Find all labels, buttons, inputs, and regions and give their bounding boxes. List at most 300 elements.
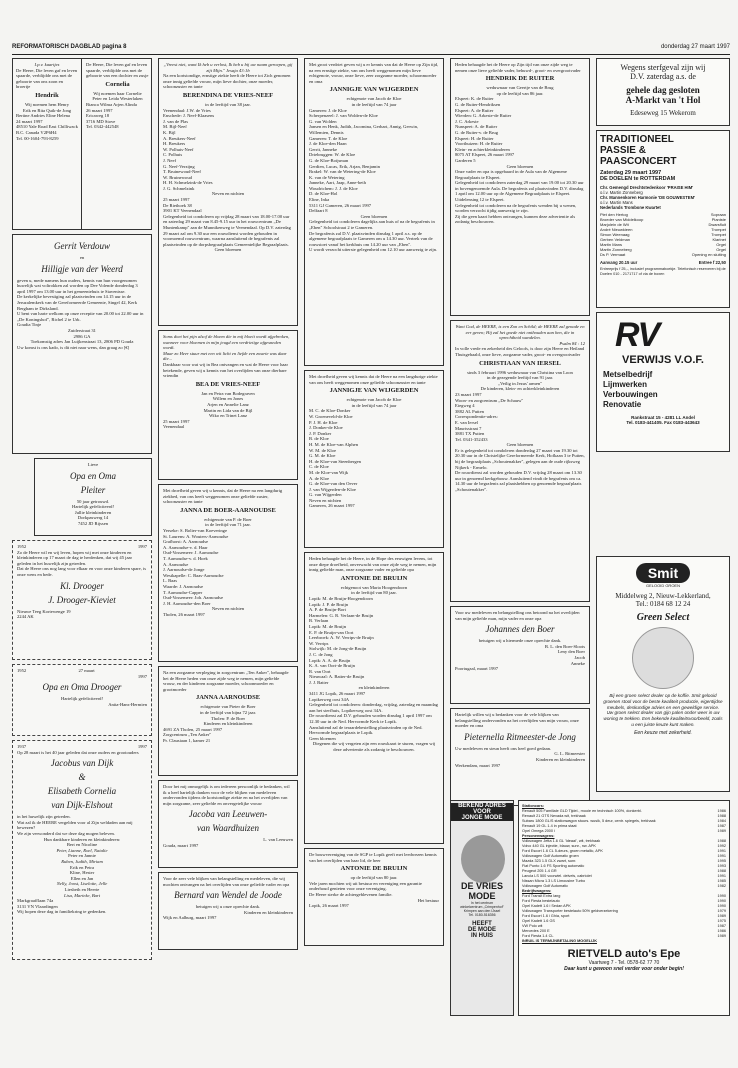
- smit-text: Bij een groen select dealer op de koffie. Smit gelooid groenen stool voor de beste kwaliteit productie, eigentijdse meubels, deskundige advies en een geweldige service. Uw groen select dealer van gijn palen onder weer in uw woning te trekken. Een bekende kwaliteitsvoorbeeld, zoals u een juiste keuze kunt maken.: [603, 693, 723, 727]
- text-line: ANTONIE DE BRUIJN: [340, 865, 408, 873]
- service-item: Metselbedrijf: [603, 370, 653, 379]
- text-line: Bianca Wilma Arjen Alinda: [86, 101, 137, 107]
- car-desc: Opel Kadett 1.6 GS: [522, 919, 555, 923]
- concert-line: TRADITIONEEL: [600, 134, 674, 145]
- company-phone: Tel. 0183-441405. Fax 0183-443643: [626, 420, 700, 425]
- birth-announcements: [12, 58, 152, 230]
- text-line: in de leeftijd van 74 jaar: [351, 101, 397, 107]
- performer-cell: Orgel: [716, 242, 726, 247]
- car-desc: Personenwagens:: [522, 834, 555, 838]
- car-year: 1991: [717, 849, 726, 853]
- car-desc: Nissan Micra 1.3 LS Limousine Turbo: [522, 879, 586, 883]
- text-line: Voorthuizen: H. de Ruiter: [455, 141, 503, 147]
- text-line: Vele jaren mochten wij uit bestuur en vereniging een garantie onderhoud genieten voor onze vereniging.: [309, 880, 422, 892]
- text-line: Kinderen en kleinkinderen: [203, 721, 253, 727]
- text-line: Peter, Lianne, Roel, Natalie: [56, 847, 108, 853]
- car-desc: Peugeot 205 1.4 GR: [522, 869, 557, 873]
- text-line: echtgenote van Jacob de Kloe: [346, 96, 402, 102]
- text-line: A. Breukers-Neef: [163, 135, 196, 141]
- text-line: J. J. Batter: [309, 679, 329, 685]
- text-line: M. C. de Kloe-Donker: [309, 408, 351, 414]
- text-line: Harmelen: G. R. Verlaan-de Bruijn: [309, 612, 374, 618]
- performer-cell: Martin Mans: [600, 242, 623, 247]
- text-line: 3131 VN Vlaardingen: [17, 903, 58, 909]
- text-line: Voor de zeer vele blijken van belangstelling en medeleven, die wij mochten ontvangen na het overlijden van onze geliefde vader en opa: [163, 876, 290, 887]
- death-antonie-2: [304, 848, 444, 946]
- text-line: De begrafenis zal D.V. plaatsvinden dinsdag 1 april a.s. op de algemene begraafplaats te Gameren om u 14.30 uur. Vertrek van de rouwstoet vanaf het kerkhuis om 14.20 uur van „Eben".: [309, 230, 433, 247]
- text-line: Gerrit Verdouw: [54, 241, 110, 251]
- car-desc: Ford Fiesta 1.4 CL: [522, 934, 554, 938]
- text-line: Wij noemen hem Henry: [24, 101, 70, 107]
- text-line: Wij noemen haar Cornelie: [93, 90, 142, 96]
- text-line: geven u, mede namens hun ouders, kennis van hun voorgenomen huwelijk wat voltrokken zal worden op Dee Volende donderdag 3 april 1997 om 13.00 uur in het gemeentehuis te Stavenisse.: [17, 277, 138, 294]
- text-line: De Heere, Die leven gaf en leven spaarde, verblijdde ons met de geboorte van een dochter en zusje: [86, 62, 149, 79]
- text-line: Dat de Heere ons nog lang voor elkaar en voor onze kinderen spare, is onze wens en bede.: [17, 566, 147, 577]
- performer-cell: Simon Weenaag: [600, 232, 630, 237]
- text-line: Gameren, 26 maart 1997: [309, 503, 355, 509]
- text-line: Kline, Hester: [69, 870, 95, 876]
- text-line: Er is gelegenheid tot condoleren donderdag 27 maart van 19.30 tot 20.30 uur in de Christelijke Gereformeerde Kerk, Hofkaan 3 te Putten, bij de begraafplaats „Schoutenakker", gelegen aan de oude rijksweg Nijkerk - Ermelo.: [455, 447, 585, 470]
- car-desc: Volkswagen Transporter bestelauto 50% geldverzekering: [522, 909, 618, 913]
- text-line: A. Aarnoudse-v. d. Haar: [163, 544, 208, 550]
- car-desc: Opel Omega 2000 i: [522, 829, 555, 833]
- text-line: Op 28 maart is het 40 jaar geleden dat onze ouders en grootouders: [17, 749, 139, 755]
- wedding-verdouw: [12, 234, 152, 454]
- car-desc: Volkswagen Jetta 1.6 GL 'Ideaal', wit, trekhaak: [522, 839, 601, 843]
- text-line: Jacob: [574, 654, 585, 660]
- car-desc: Ford Fiesta bestelauto: [522, 899, 560, 903]
- text-line: J. Drooger-Kieviet: [48, 594, 116, 605]
- green-select-logo: Green Select: [636, 612, 690, 623]
- text-line: G. L. Ritmeester: [554, 751, 585, 757]
- text-line: 27 maart: [78, 668, 95, 673]
- text-line: Pieternella Ritmeester-de Jong: [464, 731, 576, 742]
- text-line: 1952: [17, 668, 27, 673]
- text-line: in de leeftijd van 74 jaar: [351, 402, 397, 408]
- text-line: De kinderen, klein- en achterkleinkinderen: [480, 386, 560, 392]
- text-line: CHRISTIAAN VAN IERSEL: [479, 359, 561, 367]
- text-line: 1997: [137, 673, 147, 679]
- text-line: gehele dag gesloten: [626, 85, 700, 95]
- text-line: in de leeftijd van 38 jaar.: [205, 101, 251, 107]
- fashion-line: Tel. 0180-516356: [468, 913, 496, 917]
- text-line: Met droefheid geven wij kennis dat de Heere na een langdurige ziekte van ons heeft weggenomen onze geliefde schoonzuster en tante: [309, 374, 438, 385]
- company-address: Rankstraat 15 - 4281 LL Andel: [631, 415, 695, 420]
- text-line: H. M. de Kloe-van Alphen: [309, 441, 358, 447]
- car-year: 1987: [717, 824, 726, 828]
- car-year: 1990: [717, 904, 726, 908]
- text-line: G. Neef-Verzijng: [163, 163, 195, 169]
- text-line: D. de Kloe-Hol: [309, 191, 338, 197]
- text-line: Markgraafflaan 74a: [17, 898, 54, 904]
- text-line: Lopik, 26 maart 1997: [309, 903, 349, 909]
- text-line: De kerkelijke bevestiging zal plaatsvinden om 14.15 uur in de Jeruzalemkerk van de Gereformeerde Gemeente, Singel 42, Kerk Bergham te Dirksland.: [17, 294, 138, 311]
- text-line: U bent van harte welkom op onze receptie van 20.00 tot 22.00 uur in „De Koningshof", Richel 2 te Urk.: [17, 311, 144, 322]
- text-line: D.V. zaterdag a.s. de: [630, 72, 696, 81]
- text-line: G. van Wijgerden: [309, 492, 342, 498]
- birth-cornelia: [83, 59, 152, 229]
- death-janna-1: [158, 484, 298, 662]
- fashion-line: VOOR: [451, 809, 513, 815]
- thanks-ritmeester: [450, 708, 590, 806]
- text-line: Leny den Boer: [557, 649, 585, 655]
- text-line: JANNIGJE VAN WIJGERDEN: [329, 387, 419, 395]
- text-line: 7452 JD Rijssen: [77, 520, 109, 526]
- text-line: De Riethoek 38: [163, 202, 192, 208]
- text-line: Jacoba van Leeuwen-: [188, 809, 268, 820]
- car-desc: Fiat Punto 1.6 FS Sporting automatic: [522, 864, 585, 868]
- car-desc: Ford Escort 1.6 i Ghia, sport: [522, 914, 570, 918]
- text-line: Geen bloemen: [309, 735, 336, 741]
- paper-date: donderdag 27 maart 1997: [660, 44, 730, 50]
- text-line: Zuiderstraat 31: [68, 327, 96, 333]
- car-desc: Volkswagen Golf Automatic: [522, 884, 569, 888]
- car-year: 1992: [717, 844, 726, 848]
- text-line: van Waardhuizen: [196, 823, 260, 834]
- text-line: Hilligje van der Weerd: [41, 263, 123, 274]
- dealer-name: RIETVELD auto's Epe: [567, 948, 681, 960]
- text-line: in de leeftijd van bijna 72 jaar.: [200, 709, 256, 715]
- text-line: J. C. Arkeste: [455, 118, 479, 124]
- car-desc: Volvo 440 GL injectie, blauw, sunr., nw. APK: [522, 844, 596, 848]
- concert-line: Zaterdag 29 maart 1997: [600, 170, 662, 176]
- column-4: [450, 58, 590, 810]
- text-line: Westkapelle: C. Baas-Aarnoudse: [163, 572, 224, 578]
- page-header: [12, 44, 730, 55]
- concert-line: PASSIE &: [600, 145, 646, 156]
- text-line: 3901 KT Veenendaal: [163, 208, 202, 214]
- text-line: 3882 AL Putten: [455, 408, 484, 414]
- text-line: Pr. Clausiaan 1, kamer 21: [163, 737, 211, 743]
- text-line: Ellen en Jan: [70, 875, 94, 881]
- fashion-line: Krimpen aan den IJssel: [463, 909, 501, 913]
- performer-cell: Marjolein de Wit: [600, 222, 629, 227]
- text-line: J. van Wijgerden-de Kloe: [309, 486, 356, 492]
- text-line: U wordt verzocht uiterste gelegenheid om 12.10 uur aanwezig te zijn.: [309, 247, 438, 253]
- text-line: J. Donker-de Kloe: [309, 425, 343, 431]
- text-line: C. de Kloe: [309, 464, 329, 470]
- text-line: De bouwvereniging van de SGP te Lopik geeft met leedwezen kennis van het overlijden van haar lid, de heer: [309, 852, 437, 863]
- fashion-line: winkelcentrum „Crimpenhof": [460, 905, 504, 909]
- text-line: Elspeet: A. de Ruiter: [455, 107, 494, 113]
- text-line: Brakel: W. van de Wetering-de Kloe: [309, 169, 376, 175]
- text-line: J. Neef: [163, 157, 177, 163]
- text-line: J. G. Schmelzink: [163, 185, 195, 191]
- text-line: T. Aarnoudse-v. d. Hoek: [163, 555, 208, 561]
- text-line: Neven en nichten: [211, 191, 245, 197]
- performer-cell: Pianiste: [711, 217, 726, 222]
- text-line: Veenendaal: J.W. de Vries: [163, 107, 211, 113]
- text-line: &: [78, 772, 86, 783]
- smit-slogan: Een keuze met zekerheid.: [634, 729, 692, 736]
- fashion-line: In het centrum: [470, 901, 494, 905]
- paper-name: REFORMATORISCH DAGBLAD pagina 8: [12, 44, 127, 50]
- text-line: Geen bloemen: [214, 247, 242, 253]
- text-line: Gerrit, Janneke: [309, 146, 338, 152]
- service-item: Renovatie: [603, 400, 642, 409]
- text-line: Lopik: M. de Bruijn-Hoogendoorn: [309, 595, 373, 601]
- concert-line: Nederlands Trombone Kwartet: [600, 205, 661, 210]
- performer-cell: Dwarsfluit: [708, 222, 726, 227]
- text-line: De Heere, Die leven gaf en leven spaarde, verblijdde ons met de geboorte van ons zoon en broertje: [16, 67, 78, 90]
- product-photo: [632, 627, 694, 689]
- text-line: echtgenoot van Maria Hoogendoorn: [340, 584, 408, 590]
- text-line: Toekomstig adres Jan Luijkenstraat 13, 2806 PD Gouda: [30, 339, 134, 345]
- text-line: Jullie kleinkinderen: [74, 509, 112, 515]
- text-line: I.p.v. kaartjes: [34, 62, 60, 67]
- text-line: De Heere sterke de achtergeblevenen familie.: [309, 891, 393, 897]
- birth-henry: [13, 59, 82, 229]
- text-line: Bert en Nicoline: [66, 842, 98, 848]
- text-line: 1952: [17, 544, 27, 549]
- smit-ad: [596, 556, 730, 792]
- text-line: G. de Ruiter-v. de Brug: [455, 129, 498, 135]
- auto-ad: [518, 800, 730, 1016]
- thanks-van-leeuwen: [158, 780, 298, 868]
- text-line: Eiegweg 4: [455, 403, 475, 409]
- text-line: Heden behaagde het de Heere, in de Hope des eeuwigen levens, tot onze diepe droefheid, onverwacht van onze zijde weg te nemen, mijn innig geliefde man, onze zorgzame vader en geliefde opa: [309, 556, 437, 573]
- text-line: W. Verrips: [309, 640, 329, 646]
- text-line: Geen bloemen: [506, 163, 534, 169]
- text-line: in de leeftijd van 80 jaar.: [351, 590, 397, 596]
- text-line: BERENDINA DE VRIES-NEEF: [182, 91, 274, 99]
- text-line: Gelegenheid tot condoleren: donderdag, vrijdag, zaterdag en maandag aan het sterfhuis, Lopikerweg oost 34A.: [309, 702, 438, 713]
- concert-line: o.l.v. Martin Zonneberg: [600, 190, 643, 195]
- text-line: Jan en Petra van Bodegraven: [201, 390, 255, 396]
- car-desc: VW Polo wit: [522, 924, 543, 928]
- text-line: Geen bloemen: [360, 213, 388, 219]
- text-line: Wij hopen deze dag in familiekring te gedenken.: [17, 909, 107, 915]
- text-line: 26 maart 1997: [86, 107, 113, 113]
- text-line: Gelegenheid tot condoleren na de begrafenis wenden bij u wenen, worden verzocht tijdig aanwezig te zijn.: [455, 202, 577, 214]
- concert-info: Aanvang 20.15 uur: [600, 260, 638, 265]
- performer-cell: Klarinet: [712, 237, 726, 242]
- text-line: Lopik: J. P. de Bruijn: [309, 601, 349, 607]
- text-line: B. L. den Boer-Sloots: [544, 643, 585, 649]
- text-line: 24 maart 1997: [16, 118, 43, 124]
- car-desc: Ford Escort 1.6 CL 5-deurs, groen metallic, APK: [522, 849, 603, 853]
- death-christiaan: [450, 320, 590, 602]
- text-line: 3716 MD Stove: [86, 118, 116, 124]
- text-line: T. Bruinewoud-Neef: [163, 169, 201, 175]
- text-line: 2244 AK: [17, 614, 34, 620]
- text-line: A. P. de Bruijn-Bort: [309, 607, 346, 613]
- text-line: Oud-Vossemeer: J. Aarnoudse: [163, 550, 219, 556]
- text-line: Ruben, Judith, Miriam: [61, 858, 103, 864]
- text-line: sinds 3 februari 1996 weduwnaar van Christina van Loon: [467, 369, 573, 375]
- car-year: 1975: [717, 919, 726, 923]
- text-line: Gouda, maart 1997: [163, 842, 199, 848]
- text-line: Kinderen en kleinkinderen: [536, 756, 585, 762]
- text-line: Leerbroek: A. W. Verrips-de Bruijn: [309, 635, 374, 641]
- text-line: Goudia Tinje: [17, 322, 42, 328]
- text-line: Woon- en zorgcentrum „De Schauw": [455, 397, 524, 403]
- fashion-line: JONGE MODE: [451, 815, 513, 821]
- text-line: Erik en Petra: [70, 864, 94, 870]
- text-line: Na een kortstondige, ernstige ziekte heeft de Heere tot Zich genomen onze innig geliefde vrouw, mijn lieve dochter, onze moeder, schoonzuster en tante: [163, 73, 291, 90]
- concert-line: o.l.v. Martin Mans: [600, 200, 633, 205]
- car-year: 1989: [717, 914, 726, 918]
- fashion-ad: [450, 800, 514, 1016]
- car-desc: Opel Kadett 1.6 i Sedan APK: [522, 904, 571, 908]
- performer-cell: Orgel: [716, 247, 726, 252]
- text-line: JANNA AARNOUDSE: [195, 694, 261, 702]
- concert-line: Chr. Mannenkoren Harmonie 'DE GOUWESTEM': [600, 195, 696, 200]
- text-line: Onze vader en opa is opgebaard in de Aula van de Algemene Begraafplaats te Elspeet.: [455, 169, 567, 180]
- performer-cell: Trompet: [711, 232, 726, 237]
- text-line: Pleiter: [80, 484, 106, 495]
- text-line: H. Breukers: [163, 141, 186, 147]
- text-line: C. Polhuis: [163, 152, 183, 158]
- text-line: Na een zorgzame verpleging in zorgcentrum „Ten Anker", behaagde het de Heere heden van onze zijde weg te nemen, mijn geliefde vrouw, en der kinderen zorgzame moeder, schoonmoeder en grootmoeder: [163, 670, 289, 692]
- text-line: Diegenen die wij vergeten zijn een rouwkaart te sturen, vragen wij deze advertentie als zodanig te beschouwen.: [312, 741, 436, 752]
- text-line: Janneke, Aart, Jaap, Anne-beth: [309, 180, 366, 186]
- text-line: Aansluitend zal de teraardebestelling plaatsvinden op de Ned. Hervormde begraafplaats te Lopik.: [309, 724, 423, 736]
- text-line: Martin en Lida van de Bijl: [203, 407, 253, 413]
- text-line: Jansen en Henk, Judith, Jacomina, Gerhart, Annig, Gerwin, Willemien, Dennis: [309, 124, 419, 135]
- car-year: 1990: [717, 894, 726, 898]
- text-line: Zorgcentrum „Ten Anker": [163, 732, 212, 738]
- death-antonie-1: [304, 552, 444, 844]
- text-line: Jacobus van Dijk: [50, 758, 114, 769]
- text-line: Veenendaal: [163, 424, 185, 430]
- text-line: Lisa, Marieke, Bart: [64, 892, 100, 898]
- performer-cell: Sopraan: [710, 212, 726, 217]
- car-desc: Volkswagen Golf Automatic groen: [522, 854, 579, 858]
- text-line: Correspondentie-adres:: [455, 414, 498, 420]
- text-line: Want God, de HEERE, is een Zon en Schild; de HEERE zal genade en eer geven; Hij zal het goede niet onthouden aan hen, die in oprechtheid wandelen.: [455, 324, 585, 341]
- text-line: Gerdien, Lucas, Erik, Arjan, Benjamin: [309, 163, 380, 169]
- text-line: M. Bijl-Neef: [163, 124, 187, 130]
- text-line: Oud-Vossemeer: Joh. Aarnoudse: [163, 595, 224, 601]
- text-line: A. Aarnoudse: [163, 561, 189, 567]
- text-line: betuigen wij u onze oprechte dank.: [195, 904, 261, 910]
- performer-cell: Opening en sluiting: [691, 252, 726, 257]
- concert-times: [600, 260, 726, 265]
- congrats-drooger: [12, 664, 152, 736]
- text-line: E. van Iersel: [455, 419, 479, 425]
- text-line: Nieuwe Teeg Kortewenge 19: [17, 608, 71, 614]
- text-line: Anneke: [570, 660, 585, 666]
- smit-tagline: GELOOID GROEN: [645, 583, 680, 588]
- text-line: Met groot verdriet geven wij u er kennis van dat de Heere op Zijn tijd, na een ernstige ziekte, van ons heeft weggenomen mijn lieve echtgenote, vrouw, onze lieve, zeer zorgzame moeder, schoonmoeder en oma: [309, 62, 439, 84]
- text-line: Geen bloemen: [506, 442, 534, 448]
- car-desc: Mazda 323 1.5 GLX zwart, sunr.: [522, 859, 577, 863]
- text-line: 25 maart 1997: [163, 197, 190, 203]
- text-line: Cornelia: [105, 80, 130, 88]
- concert-info: Entree f 22,50: [698, 260, 726, 265]
- model-photo: [461, 835, 505, 883]
- text-line: Maurtsstraat 7: [455, 425, 482, 431]
- text-line: W. Bruinewoud: [163, 174, 192, 180]
- text-line: Het bestuur: [417, 897, 439, 903]
- text-line: betuigen wij u hiermede onze oprechte dank.: [478, 638, 562, 644]
- text-line: Kinderen en kleinkinderen: [244, 909, 293, 915]
- anniversary-van-dijk: [12, 740, 152, 960]
- text-line: G. M. de Kloe: [309, 453, 336, 459]
- text-line: T. Aarnoudse-Capper: [163, 589, 203, 595]
- text-line: Nieuwaal: A. Batter-de Bruijn: [309, 674, 365, 680]
- text-line: A. de Kloe: [309, 475, 330, 481]
- car-year: 1988: [717, 869, 726, 873]
- text-line: 1937: [17, 744, 27, 749]
- dealer-address: Vaartweg 7 - Tel. 0578-62 77 70: [588, 960, 660, 966]
- text-line: Stolwijk: M. de Jong-de Bruijn: [309, 646, 367, 652]
- smit-phone: Tel.: 0184 68 12 24: [635, 600, 691, 608]
- text-line: G. van Wolden: [309, 118, 337, 124]
- dealer-tagline: Daar kunt u gewoon snel verder voor onder begin!: [564, 966, 684, 972]
- performer-cell: Broeder van Middelkoop: [600, 217, 644, 222]
- text-line: HENDRIK DE RUITER: [485, 75, 555, 83]
- text-line: Lopik: A. A. de Bruijn: [309, 657, 351, 663]
- text-line: De rouwdienst zal worden gehouden D.V. vrijdag 28 maart om 13.30 uur in genoemd kerkgebouw. Aansluitend vindt de begrafenis om ca. 14.30 uur de begrafenis zal plaatshebben op genoemde begraafplaats „Schoutenakker".: [455, 470, 582, 493]
- car-year: 1979: [717, 909, 726, 913]
- car-year: 1991: [717, 874, 726, 878]
- verwijs-ad: [596, 312, 730, 452]
- text-line: Tholen: P. de Boer: [210, 715, 246, 721]
- text-line: 48510 Yale Road East Chilliwack B.C. Canada V2P6H4: [16, 124, 78, 135]
- text-line: Werkendam, maart 1997: [455, 762, 501, 768]
- text-line: „Veilig in Jezus' armen": [497, 380, 543, 386]
- text-line: Klein- en achterkleinkinderen: [455, 146, 510, 152]
- thanks-van-wendel: [158, 872, 298, 950]
- text-line: in de gezegende leeftijd van 91 jaar.: [486, 375, 554, 381]
- text-line: Gelegenheid tot condoleren dagelijks aan huis of na de begrafenis in „Eben" Schoolstraat 2 te Gameren.: [309, 219, 435, 231]
- service-item: Verbouwingen: [603, 390, 658, 399]
- performer-cell: Gerben Veldman: [600, 237, 631, 242]
- text-line: en: [79, 255, 85, 260]
- car-desc: Mercedes 200 E: [522, 929, 550, 933]
- text-line: St. Laurens: A. Wouters-Aarnoudse: [163, 533, 229, 539]
- text-line: Ericaweg 18: [86, 113, 110, 119]
- text-line: Grafhorst: A. Aarnoudse: [163, 539, 209, 545]
- car-desc: INRUIL IS TERMIJNBETALING MOGELIJK: [522, 939, 597, 943]
- death-janna-2: [158, 666, 298, 776]
- text-line: B. de Kloe: [309, 436, 329, 442]
- text-line: L. van Leeuwen: [263, 837, 293, 843]
- performer-cell: Piet den Hertog: [600, 212, 628, 217]
- text-line: Lopikerweg oost 34A: [309, 696, 350, 702]
- text-line: H. H. Schmelzink-de Vries: [163, 180, 213, 186]
- text-line: Wegens sterfgeval zijn wij: [620, 63, 706, 72]
- text-line: H. de Kloe-van Steenbergen: [309, 458, 361, 464]
- text-line: Zij die geen kaart hebben ontvangen, kunnen deze advertentie als zodanig beschouwen.: [455, 213, 576, 225]
- text-line: J. de Kloe-den Haan: [309, 141, 347, 147]
- text-line: Hartelijk gefeliciteerd!: [61, 696, 103, 702]
- text-line: 23 maart 1997: [455, 391, 482, 397]
- text-line: Tel. 0341-352433: [455, 436, 488, 442]
- text-line: 3881 TX Putten: [455, 431, 485, 437]
- text-line: Kl. Drooger: [60, 580, 104, 591]
- text-line: 3411 JG Lopik, 26 maart 1997: [309, 691, 366, 697]
- text-line: Uw komst is ons kado, is dit niet naar wens, dan graag zo [€]: [17, 344, 130, 350]
- text-line: Door het mij onmogelijk is om iedereen persoonlijk te bedanken, wil ik u heel hartelijk danken voor de vele blijken van medeleven ondervonden tijdens de kortstondige ziekte en na het overlijden van mijn zorgzame, zeer geliefde en onvergetelijke vrouw: [163, 784, 290, 806]
- text-line: J. van de Plas: [163, 118, 189, 124]
- car-year: 1987: [717, 924, 726, 928]
- text-line: W. M. de Kloe: [309, 447, 337, 453]
- text-line: echtgenote van Pieter de Boer: [200, 704, 256, 710]
- text-line: in de leeftijd van 71 jaar.: [205, 522, 251, 528]
- text-line: Peter en Jannie: [68, 853, 96, 859]
- text-line: JANNIGJE VAN WIJGERDEN: [329, 86, 419, 94]
- performer-row: [600, 252, 726, 257]
- text-line: Opa en Oma Drooger: [42, 682, 122, 693]
- car-year: 1990: [717, 899, 726, 903]
- text-line: op de leeftijd van 86 jaar.: [496, 90, 544, 96]
- text-line: We zijn verwonderd dat we deze dag mogen beleven.: [17, 830, 115, 836]
- car-desc: Bedrijfswagens:: [522, 889, 552, 893]
- car-year: 1984: [717, 819, 726, 823]
